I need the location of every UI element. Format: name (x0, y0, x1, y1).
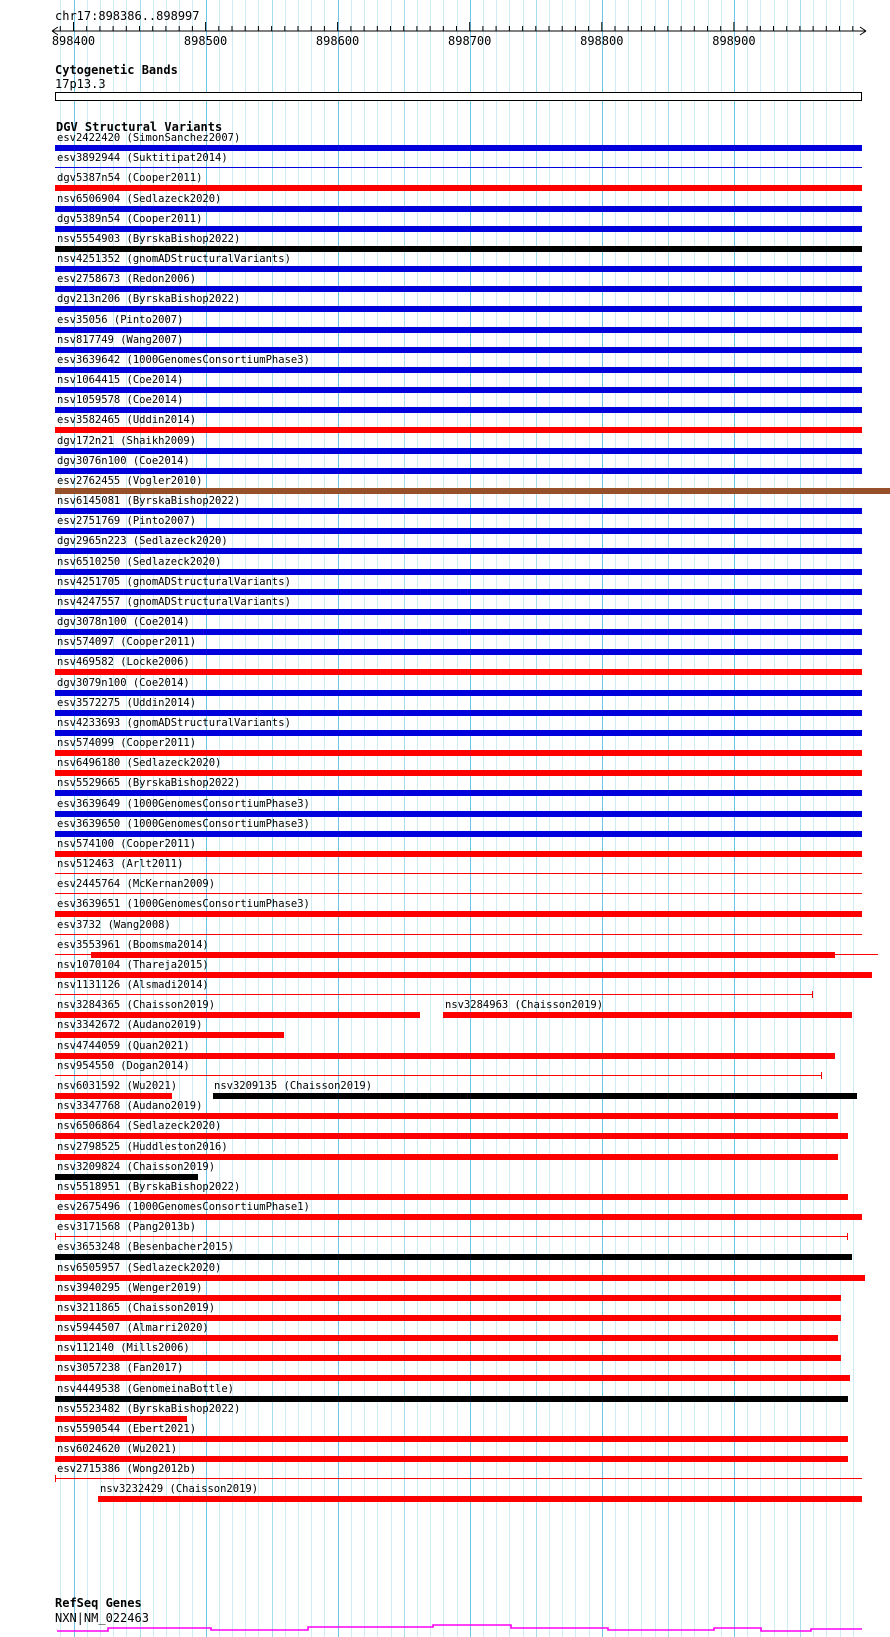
variant-label[interactable]: nsv6024620 (Wu2021) (57, 1443, 178, 1455)
variant-label[interactable]: nsv3342672 (Audano2019) (57, 1019, 203, 1031)
variant-label[interactable]: dgv3076n100 (Coe2014) (57, 455, 190, 467)
variant-label[interactable]: nsv3940295 (Wenger2019) (57, 1282, 203, 1294)
ruler-tick-label: 898500 (183, 34, 228, 48)
variant-label[interactable]: nsv574097 (Cooper2011) (57, 636, 197, 648)
variant-label[interactable]: esv3171568 (Pang2013b) (57, 1221, 197, 1233)
variant-label[interactable]: nsv4744059 (Quan2021) (57, 1040, 190, 1052)
variant-label[interactable]: dgv3078n100 (Coe2014) (57, 616, 190, 628)
variant-label[interactable]: dgv5387n54 (Cooper2011) (57, 172, 203, 184)
variant-label[interactable]: nsv5554903 (ByrskaBishop2022) (57, 233, 241, 245)
variant-label[interactable]: esv3639649 (1000GenomesConsortiumPhase3) (57, 798, 310, 810)
refseq-gene-label[interactable]: NXN|NM_022463 (55, 1611, 149, 1625)
ruler-tick-label: 898700 (448, 34, 492, 48)
variant-label[interactable]: esv2422420 (SimonSanchez2007) (57, 132, 241, 144)
variant-label[interactable]: nsv4233693 (gnomADStructuralVariants) (57, 717, 291, 729)
variant-label[interactable]: nsv6506864 (Sedlazeck2020) (57, 1120, 222, 1132)
variant-label[interactable]: dgv172n21 (Shaikh2009) (57, 435, 197, 447)
variant-label[interactable]: nsv4247557 (gnomADStructuralVariants) (57, 596, 291, 608)
variant-label[interactable]: esv2445764 (McKernan2009) (57, 878, 216, 890)
variant-label[interactable]: esv3732 (Wang2008) (57, 919, 171, 931)
variant-label[interactable]: nsv1131126 (Alsmadi2014) (57, 979, 209, 991)
variant-label[interactable]: nsv5523482 (ByrskaBishop2022) (57, 1403, 241, 1415)
variant-label[interactable]: nsv112140 (Mills2006) (57, 1342, 190, 1354)
variant-label[interactable]: nsv5944507 (Almarri2020) (57, 1322, 209, 1334)
variant-label[interactable]: nsv574099 (Cooper2011) (57, 737, 197, 749)
variant-label[interactable]: esv2675496 (1000GenomesConsortiumPhase1) (57, 1201, 310, 1213)
variant-label[interactable]: esv3639651 (1000GenomesConsortiumPhase3) (57, 898, 310, 910)
variant-label[interactable]: dgv213n206 (ByrskaBishop2022) (57, 293, 241, 305)
variant-label[interactable]: nsv6031592 (Wu2021) (57, 1080, 178, 1092)
variant-label[interactable]: nsv3057238 (Fan2017) (57, 1362, 184, 1374)
variant-label[interactable]: dgv2965n223 (Sedlazeck2020) (57, 535, 228, 547)
ruler-tick-label: 898400 (51, 34, 96, 48)
variant-label[interactable]: nsv469582 (Locke2006) (57, 656, 190, 668)
cytoband-name: 17p13.3 (55, 77, 106, 91)
refseq-track-header: RefSeq Genes (55, 1596, 142, 1610)
region-title: chr17:898386..898997 (55, 9, 200, 23)
variant-label[interactable]: esv2715386 (Wong2012b) (57, 1463, 197, 1475)
variant-label[interactable]: nsv5529665 (ByrskaBishop2022) (57, 777, 241, 789)
variant-label[interactable]: esv35056 (Pinto2007) (57, 314, 184, 326)
variant-label[interactable]: esv3639650 (1000GenomesConsortiumPhase3) (57, 818, 310, 830)
variant-label[interactable]: nsv954550 (Dogan2014) (57, 1060, 190, 1072)
variant-label[interactable]: nsv1059578 (Coe2014) (57, 394, 184, 406)
variant-label[interactable]: nsv6145081 (ByrskaBishop2022) (57, 495, 241, 507)
cytoband-track-header: Cytogenetic Bands (55, 63, 178, 77)
variant-label[interactable]: nsv1064415 (Coe2014) (57, 374, 184, 386)
variant-label[interactable]: esv3553961 (Boomsma2014) (57, 939, 209, 951)
variant-label[interactable]: nsv3209135 (Chaisson2019) (214, 1080, 373, 1092)
variant-label[interactable]: nsv817749 (Wang2007) (57, 334, 184, 346)
variant-label[interactable]: nsv4251705 (gnomADStructuralVariants) (57, 576, 291, 588)
variant-label[interactable]: esv3639642 (1000GenomesConsortiumPhase3) (57, 354, 310, 366)
ruler-tick-label: 898600 (315, 34, 360, 48)
variant-label[interactable]: esv2758673 (Redon2006) (57, 273, 197, 285)
ruler-tick-label: 898800 (580, 34, 624, 48)
variant-label[interactable]: nsv6506904 (Sedlazeck2020) (57, 193, 222, 205)
variant-label[interactable]: esv3892944 (Suktitipat2014) (57, 152, 228, 164)
variant-label[interactable]: nsv574100 (Cooper2011) (57, 838, 197, 850)
variant-label[interactable]: nsv3232429 (Chaisson2019) (100, 1483, 259, 1495)
variant-label[interactable]: nsv2798525 (Huddleston2016) (57, 1141, 228, 1153)
variant-label[interactable]: nsv512463 (Arlt2011) (57, 858, 184, 870)
variant-label[interactable]: nsv1070104 (Thareja2015) (57, 959, 209, 971)
variant-label[interactable]: nsv3284365 (Chaisson2019) (57, 999, 216, 1011)
variant-label[interactable]: nsv6496180 (Sedlazeck2020) (57, 757, 222, 769)
variant-label[interactable]: nsv3211865 (Chaisson2019) (57, 1302, 216, 1314)
variant-label[interactable]: nsv4449538 (GenomeinaBottle) (57, 1383, 235, 1395)
variant-label[interactable]: nsv5590544 (Ebert2021) (57, 1423, 197, 1435)
variant-label[interactable]: nsv6510250 (Sedlazeck2020) (57, 556, 222, 568)
ruler-tick-label: 898900 (712, 34, 756, 48)
variant-label[interactable]: nsv3284963 (Chaisson2019) (445, 999, 604, 1011)
variant-label[interactable]: esv3653248 (Besenbacher2015) (57, 1241, 235, 1253)
variant-label[interactable]: dgv3079n100 (Coe2014) (57, 677, 190, 689)
variant-label[interactable]: esv3572275 (Uddin2014) (57, 697, 197, 709)
variant-label[interactable]: dgv5389n54 (Cooper2011) (57, 213, 203, 225)
variant-label[interactable]: nsv4251352 (gnomADStructuralVariants) (57, 253, 291, 265)
variant-label[interactable]: nsv3347768 (Audano2019) (57, 1100, 203, 1112)
variant-label[interactable]: esv2751769 (Pinto2007) (57, 515, 197, 527)
dgv-track-header: DGV Structural Variants (56, 120, 223, 134)
variant-label[interactable]: nsv5518951 (ByrskaBishop2022) (57, 1181, 241, 1193)
variant-label[interactable]: nsv3209824 (Chaisson2019) (57, 1161, 216, 1173)
variant-label[interactable]: nsv6505957 (Sedlazeck2020) (57, 1262, 222, 1274)
variant-label[interactable]: esv3582465 (Uddin2014) (57, 414, 197, 426)
variant-label[interactable]: esv2762455 (Vogler2010) (57, 475, 203, 487)
